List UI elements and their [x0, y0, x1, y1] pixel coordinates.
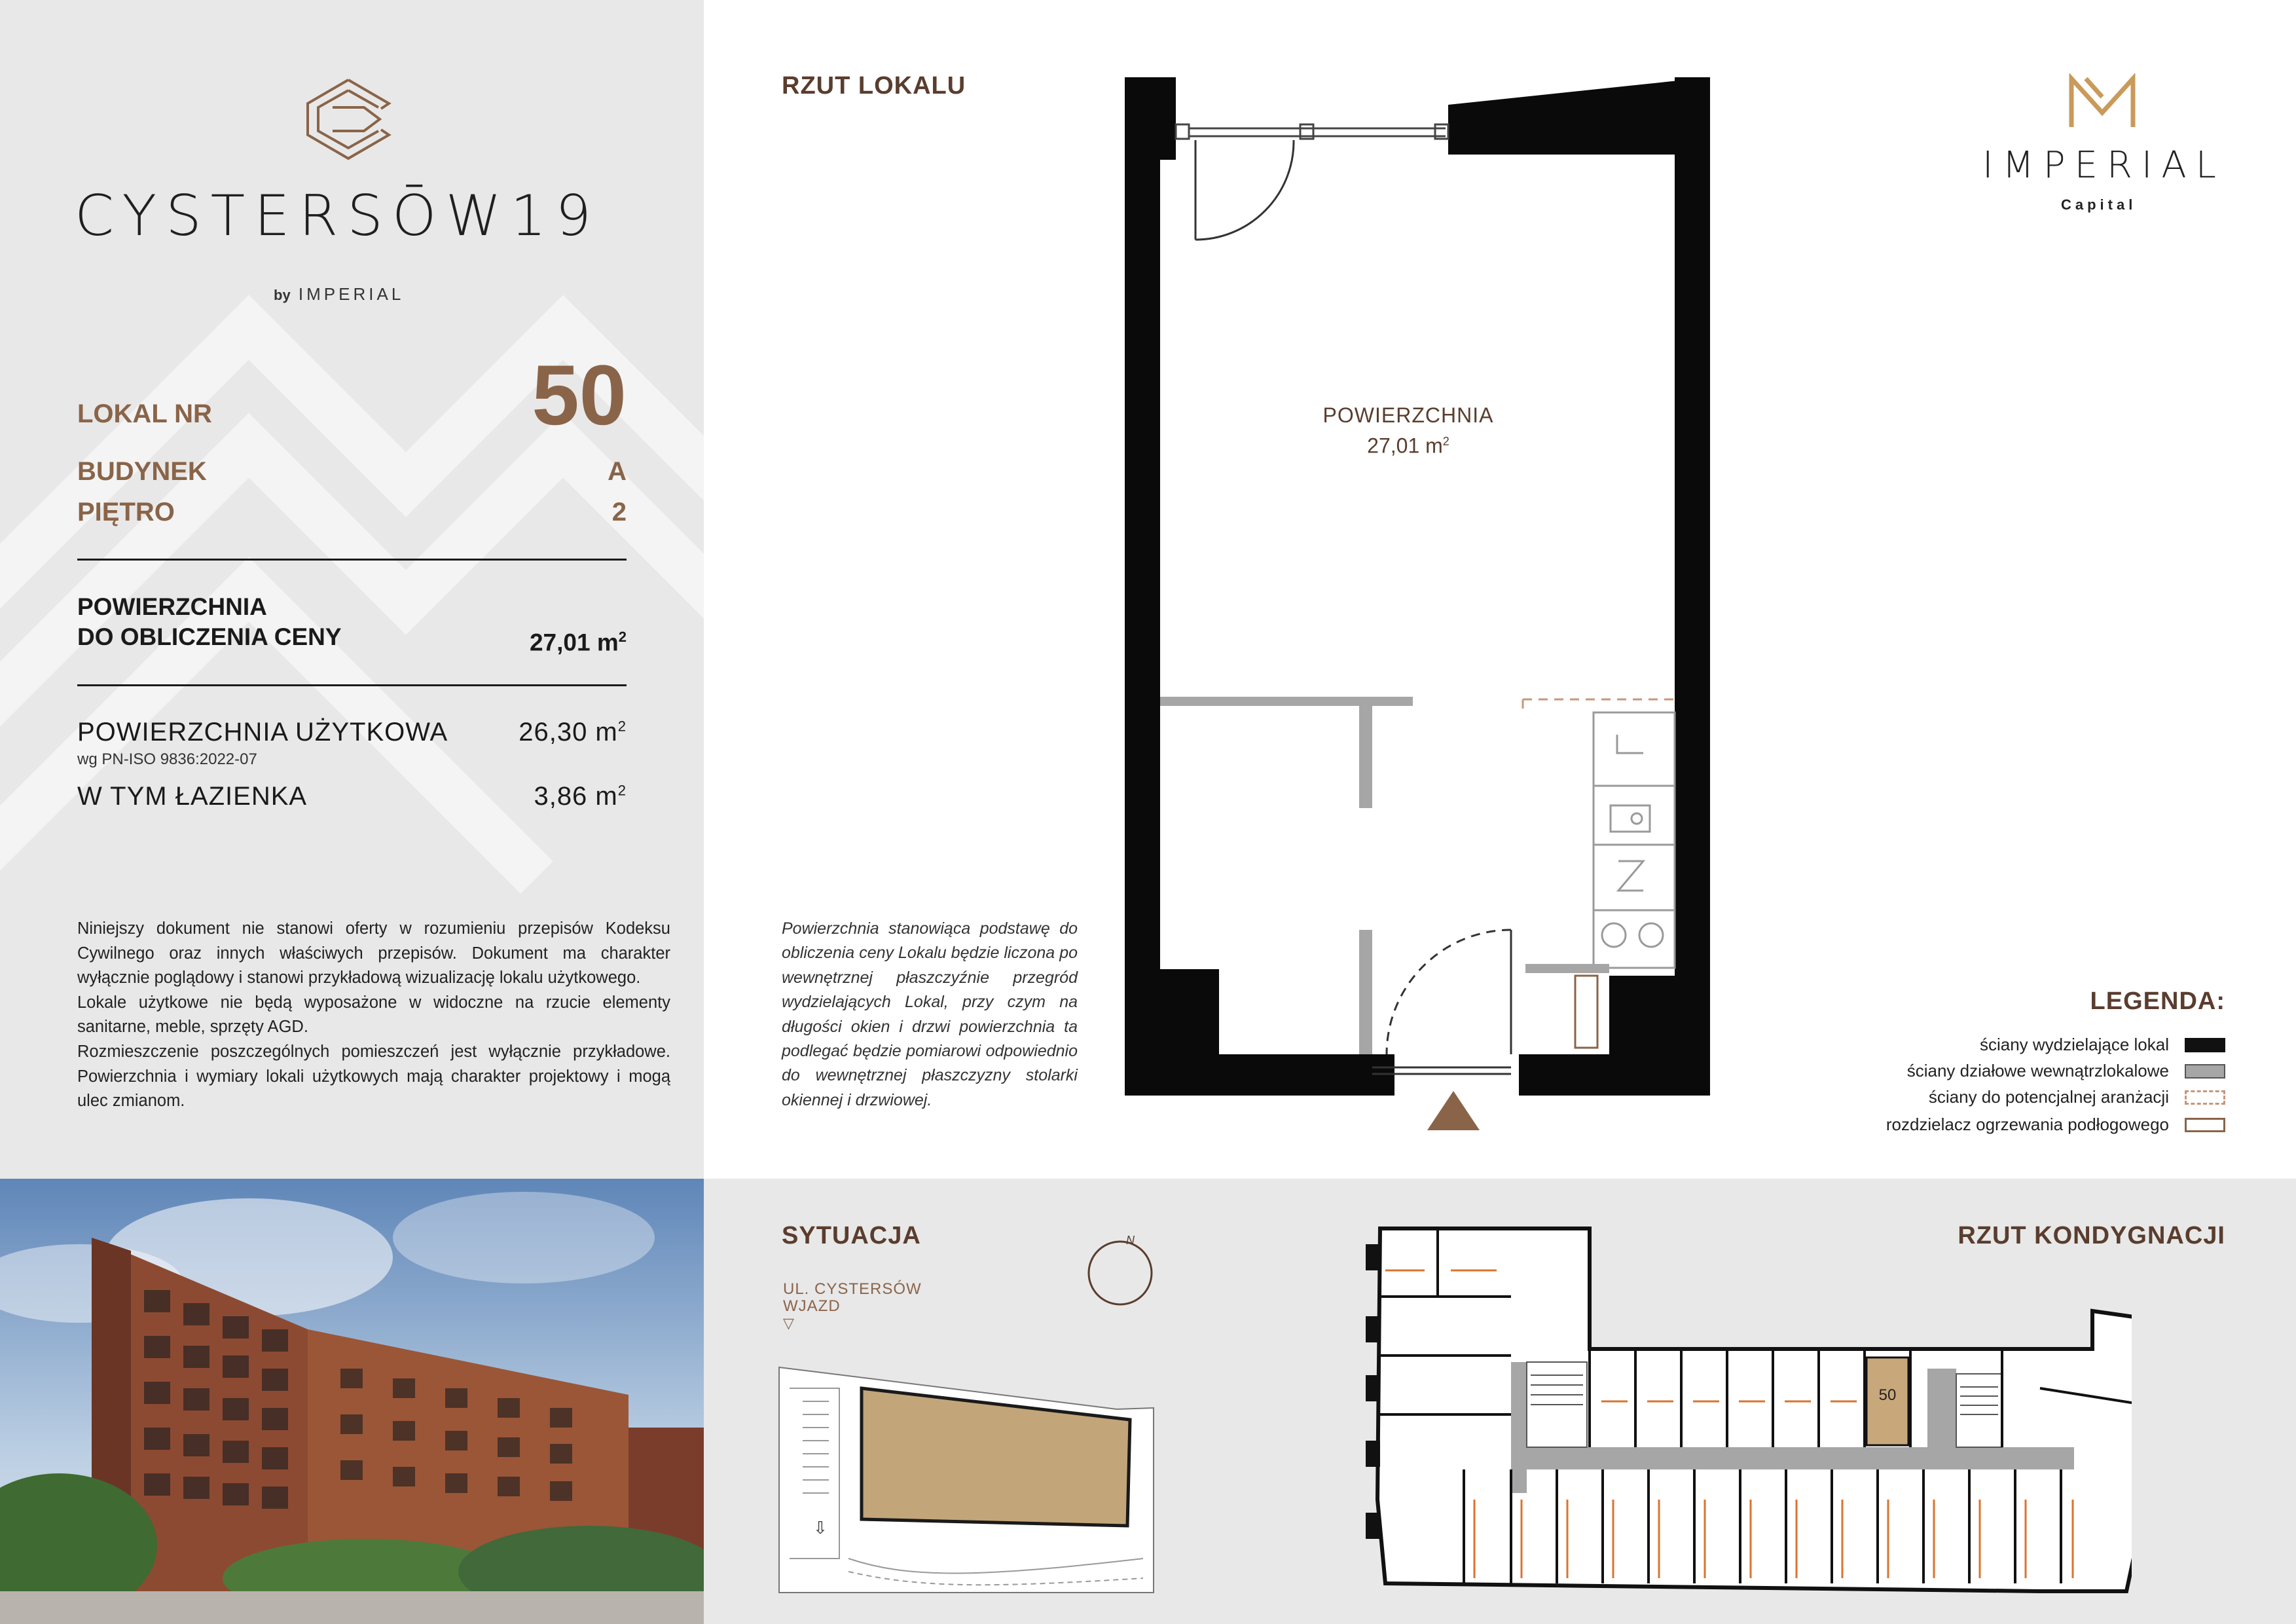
- legend-label: ściany do potencjalnej aranżacji: [1928, 1087, 2169, 1107]
- storey-plan: [1359, 1225, 2132, 1602]
- legend-item: [1929, 1087, 2225, 1107]
- project-logo-text: CYSTERSŌW19: [75, 183, 601, 249]
- imperial-logo-icon: [2066, 73, 2138, 132]
- unit-50-marker: 50: [1878, 1386, 1897, 1404]
- area-calculation-note: Powierzchnia stanowiąca podstawę do obliczenia ceny Lokalu będzie liczona po wewnętrznej płaszczyźnie przegród wydzielających Lokal, przy czym na długości okien i drzwi powierzchnia ta podlegać będzie pomiarowi odpowiednio do wewnętrznej płaszczyzny stolarki okiennej i drzwiowej.: [782, 919, 1078, 1109]
- divider-top: [77, 559, 627, 561]
- legend-item: [1980, 1035, 2225, 1055]
- disclaimer-paragraph: Rozmieszczenie poszczególnych pomieszczeń jest wyłącznie przykładowe. Powierzchnia i wymiary lokali użytkowych mają charakter projektowy i mogą ulec zmianom.: [77, 1042, 670, 1111]
- disclaimer-paragraph: Niniejszy dokument nie stanowi oferty w rozumieniu przepisów Kodeksu Cywilnego oraz innych właściwych przepisów. Dokument ma charakter wyłącznie poglądowy i stanowi przykładową wizualizację lokalu użytkowego.: [77, 919, 670, 987]
- room-label-name: POWIERZCHNIA: [1322, 403, 1494, 427]
- situation-map: [776, 1362, 1156, 1604]
- by-label: by: [274, 287, 291, 303]
- bathroom-unit-sup: 2: [617, 782, 627, 799]
- bathroom-number: 3,86 m: [534, 782, 618, 811]
- divider-bottom: [77, 684, 627, 686]
- info-panel: [0, 0, 704, 1179]
- situation-title: SYTUACJA: [782, 1222, 921, 1249]
- legend-label: ściany wydzielające lokal: [1979, 1035, 2169, 1054]
- lokal-label: LOKAL NR: [77, 399, 212, 428]
- room-label-area: [1300, 428, 1516, 459]
- usable-area-norm: wg PN-ISO 9836:2022-07: [77, 750, 257, 768]
- bathroom-label: W TYM ŁAZIENKA: [77, 782, 308, 811]
- legend-label: ściany działowe wewnątrzlokalowe: [1906, 1061, 2169, 1080]
- entry-arrow-icon: ⇩: [813, 1519, 828, 1538]
- legend-swatch-partition-wall: [2185, 1064, 2225, 1079]
- floor-plan-title: RZUT KONDYGNACJI: [1958, 1222, 2225, 1249]
- by-imperial-line: [274, 284, 404, 304]
- by-brand: IMPERIAL: [298, 284, 405, 304]
- usable-area-value: [519, 718, 627, 747]
- pietro-value: 2: [611, 498, 627, 526]
- pietro-label: PIĘTRO: [77, 498, 175, 526]
- unit-plan-title: RZUT LOKALU: [782, 72, 966, 100]
- compass-north-label: N: [1126, 1234, 1135, 1247]
- price-area-number: 27,01 m: [529, 629, 619, 656]
- street-label: [783, 1281, 922, 1332]
- legend-label: rozdzielacz ogrzewania podłogowego: [1886, 1115, 2169, 1134]
- street-name: UL. CYSTERSÓW: [783, 1280, 922, 1298]
- price-area-label-line1: POWIERZCHNIA: [77, 593, 267, 620]
- bathroom-value: [534, 782, 627, 811]
- price-area-label-line2: DO OBLICZENIA CENY: [77, 623, 342, 650]
- wall-left: [1125, 77, 1160, 1096]
- disclaimer-paragraph: Lokale użytkowe nie będą wyposażone w widoczne na rzucie elementy sanitarne, meble, sprzęty AGD.: [77, 993, 670, 1037]
- capital-wordmark: Capital: [2061, 196, 2137, 213]
- compass-icon: [1084, 1232, 1156, 1311]
- unit-floor-plan: [1113, 72, 1715, 1146]
- usable-area-label: POWIERZCHNIA UŻYTKOWA: [77, 718, 448, 747]
- imperial-wordmark: IMPERIAL: [1982, 144, 2225, 187]
- legend-title: LEGENDA:: [2090, 987, 2225, 1015]
- budynek-value: A: [608, 457, 627, 486]
- entrance-arrow-icon: [1427, 1091, 1480, 1130]
- building-visualization: [0, 1179, 704, 1624]
- room-label: [1300, 402, 1516, 459]
- usable-area-unit-sup: 2: [617, 718, 627, 735]
- price-area-unit-sup: 2: [618, 629, 627, 645]
- room-area-number: 27,01 m: [1367, 434, 1443, 458]
- price-area-value: [530, 622, 627, 657]
- cystersow-logo-icon: [302, 77, 394, 162]
- floor-heating-manifold: [1575, 976, 1597, 1048]
- legend-item: [1907, 1061, 2225, 1081]
- room-area-unit-sup: 2: [1442, 435, 1449, 448]
- entrance-down-icon: ▽: [783, 1315, 795, 1331]
- building-render-image: [0, 1179, 704, 1624]
- price-area-label: [77, 592, 342, 652]
- legend-swatch-manifold: [2185, 1118, 2225, 1132]
- lokal-number: 50: [532, 347, 627, 443]
- legend-item: [1886, 1115, 2225, 1135]
- legend-swatch-exterior-wall: [2185, 1038, 2225, 1052]
- legend-swatch-potential-wall: [2185, 1090, 2225, 1105]
- budynek-label: BUDYNEK: [77, 457, 207, 486]
- usable-area-number: 26,30 m: [519, 718, 618, 747]
- entrance-label: WJAZD: [783, 1297, 841, 1315]
- disclaimer: [77, 917, 670, 1114]
